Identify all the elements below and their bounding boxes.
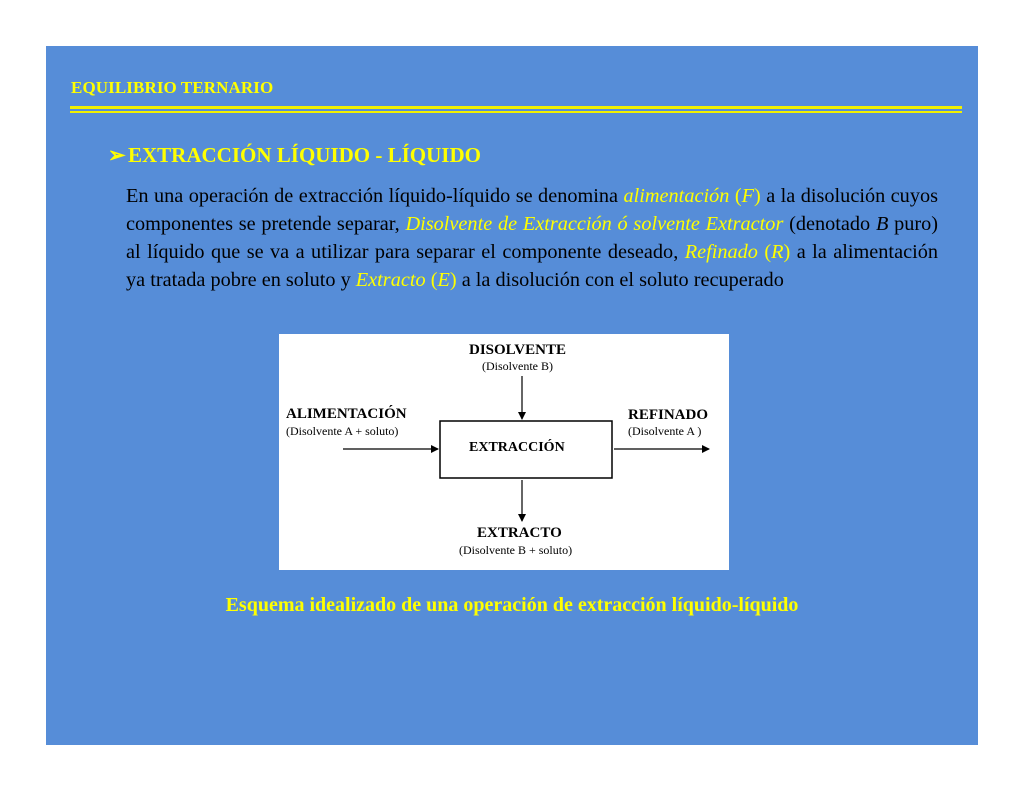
label-disolvente-sub: (Disolvente B)	[482, 359, 553, 373]
paragraph-text: (denotado	[783, 213, 876, 235]
paren-open: (	[734, 185, 742, 207]
label-extracto: EXTRACTO	[477, 525, 562, 541]
label-extraccion: EXTRACCIÓN	[469, 440, 565, 455]
label-alimentacion: ALIMENTACIÓN	[286, 406, 407, 422]
label-refinado: REFINADO	[628, 407, 709, 423]
slide	[46, 46, 978, 745]
paragraph-text: a la disolución con el soluto recuperado	[456, 269, 784, 291]
term-refinado: Refinado	[684, 241, 758, 263]
label-extracto-sub: (Disolvente B + soluto)	[459, 543, 573, 557]
term-disolvente: Disolvente de Extracción ó solvente Extractor	[405, 213, 784, 235]
header-rule-thick	[70, 106, 962, 109]
diagram-caption: Esquema idealizado de una operación de extracción líquido-líquido	[225, 594, 799, 616]
symbol-r: R	[771, 241, 784, 263]
definition-paragraph	[126, 182, 938, 294]
label-refinado-sub: (Disolvente A )	[628, 424, 702, 438]
paren-close: )	[449, 269, 457, 291]
symbol-e: E	[437, 269, 450, 291]
paragraph-text: puro) al líquido que se va a utilizar para separar el componente deseado,	[126, 213, 938, 263]
paren-open: (	[430, 269, 438, 291]
symbol-f: F	[741, 185, 754, 207]
slide-header-title: EQUILIBRIO TERNARIO	[71, 78, 274, 97]
paragraph-text: a la disolución cuyos componentes se pretende separar,	[126, 185, 938, 235]
arrow-bullet-icon: ➢	[108, 143, 126, 167]
paren-close: )	[754, 185, 761, 207]
term-alimentacion: alimentación	[623, 185, 730, 207]
paragraph-text: En una operación de extracción líquido-líquido se denomina	[126, 185, 624, 207]
header-rule-thin	[70, 111, 962, 113]
paragraph-text: a la alimentación ya tratada pobre en soluto y	[126, 241, 938, 291]
section-heading-text: EXTRACCIÓN LÍQUIDO - LÍQUIDO	[128, 143, 481, 167]
paren-open: (	[764, 241, 772, 263]
symbol-b: B	[875, 213, 889, 235]
label-disolvente: DISOLVENTE	[469, 342, 566, 358]
label-alimentacion-sub: (Disolvente A + soluto)	[286, 424, 399, 438]
term-extracto: Extracto	[355, 269, 426, 291]
extraction-diagram	[279, 334, 729, 570]
section-heading	[108, 143, 481, 168]
paren-close: )	[783, 241, 791, 263]
